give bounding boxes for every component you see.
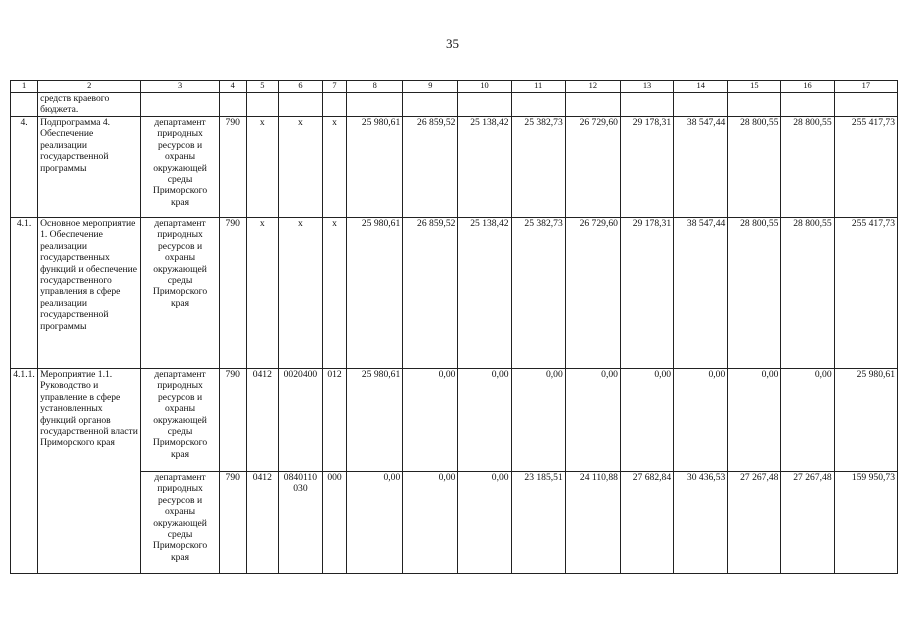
cell-value: 25 138,42: [458, 117, 511, 218]
cell-value: 0,00: [458, 472, 511, 574]
cell-value: 0,00: [458, 369, 511, 472]
cell-c4: 790: [219, 218, 246, 369]
header-cell: 7: [322, 81, 346, 93]
cell-value: 28 800,55: [781, 218, 834, 369]
cell-value: 23 185,51: [511, 472, 565, 574]
header-cell: 14: [674, 81, 728, 93]
cell-dept: департамент природных ресурсов и охраны окружающей среды Приморского края: [141, 117, 219, 218]
cell-c5: x: [246, 117, 278, 218]
header-cell: 4: [219, 81, 246, 93]
cell-value: 27 267,48: [781, 472, 834, 574]
header-row: [11, 81, 898, 93]
header-cell: 17: [834, 81, 897, 93]
cell-dept: департамент природных ресурсов и охраны окружающей среды Приморского края: [141, 218, 219, 369]
cell-value: 0,00: [781, 369, 834, 472]
cell-value: 26 729,60: [565, 117, 620, 218]
cell-value: 28 800,55: [728, 218, 781, 369]
header-cell: 13: [620, 81, 673, 93]
cell-name: Мероприятие 1.1. Руководство и управление в сфере установленных функций органов государственной власти Приморского края: [38, 369, 141, 574]
cell-value: 38 547,44: [674, 218, 728, 369]
cell-value: 26 859,52: [403, 117, 458, 218]
cell-value: 27 682,84: [620, 472, 673, 574]
cell-value: 25 980,61: [347, 117, 403, 218]
cell-empty: [620, 93, 673, 117]
cell-empty: [511, 93, 565, 117]
cell-empty: [834, 93, 897, 117]
cell-value: 25 980,61: [347, 369, 403, 472]
cell-value: 255 417,73: [834, 218, 897, 369]
cell-value: 28 800,55: [728, 117, 781, 218]
header-cell: 16: [781, 81, 834, 93]
cell-c4: 790: [219, 117, 246, 218]
cell-id: 4.1.1.: [11, 369, 38, 574]
cell-id: [11, 93, 38, 117]
cell-value: 29 178,31: [620, 117, 673, 218]
cell-c7: x: [322, 218, 346, 369]
cell-c5: 0412: [246, 369, 278, 472]
page-number: 35: [446, 36, 459, 51]
cell-c7: 000: [322, 472, 346, 574]
cell-value: 0,00: [347, 472, 403, 574]
continuation-row: [11, 93, 898, 117]
header-cell: 11: [511, 81, 565, 93]
cell-value: 29 178,31: [620, 218, 673, 369]
cell-value: 159 950,73: [834, 472, 897, 574]
cell-value: 27 267,48: [728, 472, 781, 574]
cell-name: Подпрограмма 4. Обеспечение реализации государственной программы: [38, 117, 141, 218]
cell-empty: [278, 93, 322, 117]
cell-c7: x: [322, 117, 346, 218]
header-cell: 1: [11, 81, 38, 93]
budget-table: [10, 80, 898, 574]
cell-empty: [219, 93, 246, 117]
cell-name: Основное мероприятие 1. Обеспечение реализации государственных функций и обеспечение государственного управления в сфере реализации государственной программы: [38, 218, 141, 369]
header-cell: 15: [728, 81, 781, 93]
table-row: [11, 369, 898, 472]
cell-empty: [458, 93, 511, 117]
cell-dept: [141, 93, 219, 117]
cell-value: 25 382,73: [511, 218, 565, 369]
cell-c6: x: [278, 218, 322, 369]
cell-empty: [781, 93, 834, 117]
cell-value: 0,00: [403, 369, 458, 472]
cell-value: 0,00: [728, 369, 781, 472]
header-cell: 8: [347, 81, 403, 93]
cell-c4: 790: [219, 472, 246, 574]
header-cell: 10: [458, 81, 511, 93]
cell-name: средств краевого бюджета.: [38, 93, 141, 117]
table-row: [11, 472, 898, 574]
cell-value: 24 110,88: [565, 472, 620, 574]
cell-value: 25 980,61: [347, 218, 403, 369]
header-cell: 3: [141, 81, 219, 93]
cell-id: 4.1.: [11, 218, 38, 369]
cell-value: 25 980,61: [834, 369, 897, 472]
header-cell: 12: [565, 81, 620, 93]
cell-c6: 0840110 030: [278, 472, 322, 574]
cell-value: 38 547,44: [674, 117, 728, 218]
cell-dept: департамент природных ресурсов и охраны окружающей среды Приморского края: [141, 369, 219, 472]
cell-empty: [322, 93, 346, 117]
header-cell: 6: [278, 81, 322, 93]
cell-c7: 012: [322, 369, 346, 472]
cell-empty: [347, 93, 403, 117]
cell-c5: 0412: [246, 472, 278, 574]
header-cell: 5: [246, 81, 278, 93]
cell-empty: [728, 93, 781, 117]
cell-dept: департамент природных ресурсов и охраны окружающей среды Приморского края: [141, 472, 219, 574]
cell-empty: [246, 93, 278, 117]
cell-value: 26 859,52: [403, 218, 458, 369]
cell-value: 0,00: [511, 369, 565, 472]
cell-id: 4.: [11, 117, 38, 218]
cell-value: 0,00: [620, 369, 673, 472]
cell-empty: [674, 93, 728, 117]
cell-c4: 790: [219, 369, 246, 472]
cell-value: 25 382,73: [511, 117, 565, 218]
cell-value: 26 729,60: [565, 218, 620, 369]
cell-c6: 0020400: [278, 369, 322, 472]
table-row: [11, 218, 898, 369]
cell-value: 0,00: [674, 369, 728, 472]
cell-empty: [403, 93, 458, 117]
cell-value: 30 436,53: [674, 472, 728, 574]
cell-value: 0,00: [565, 369, 620, 472]
header-cell: 9: [403, 81, 458, 93]
header-cell: 2: [38, 81, 141, 93]
cell-value: 25 138,42: [458, 218, 511, 369]
cell-c5: x: [246, 218, 278, 369]
table-row: [11, 117, 898, 218]
cell-value: 0,00: [403, 472, 458, 574]
cell-value: 255 417,73: [834, 117, 897, 218]
cell-empty: [565, 93, 620, 117]
cell-value: 28 800,55: [781, 117, 834, 218]
cell-c6: x: [278, 117, 322, 218]
